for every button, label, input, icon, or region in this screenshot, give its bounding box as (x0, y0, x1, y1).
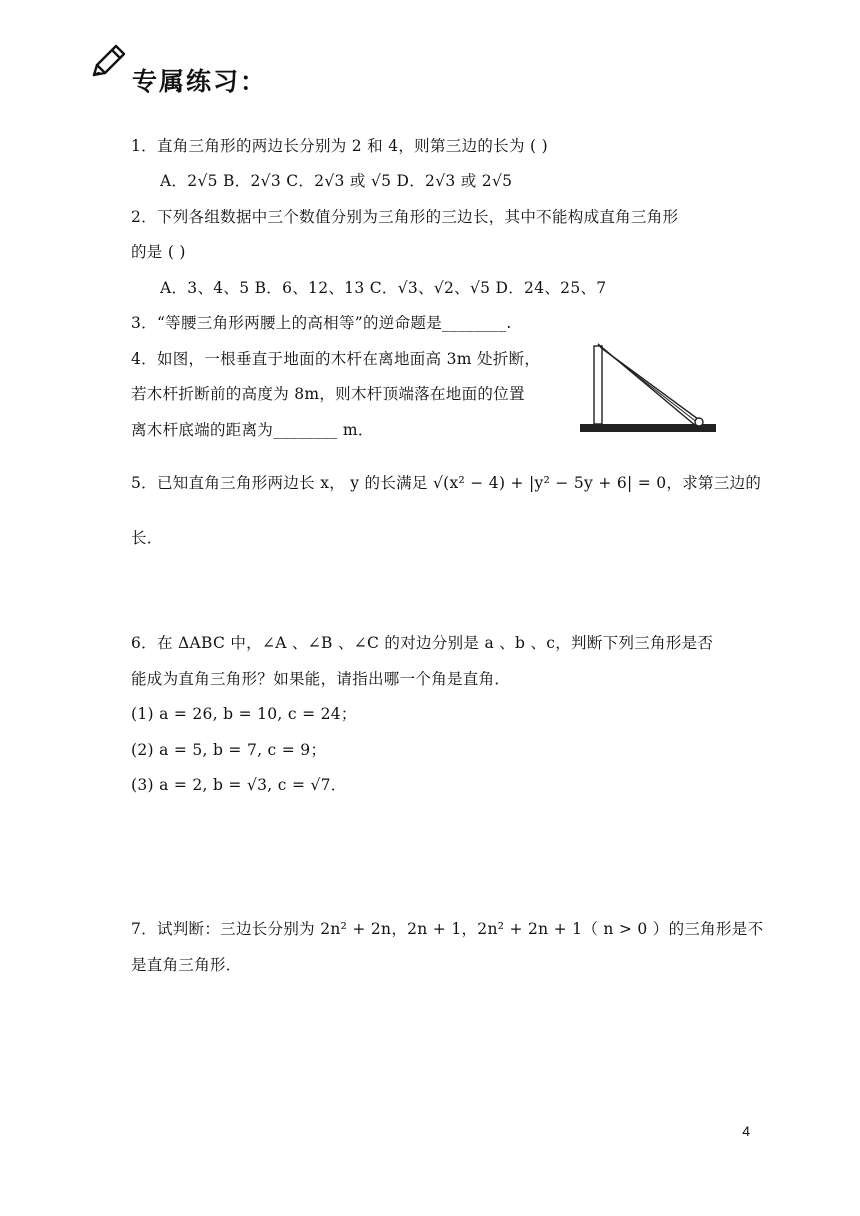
q6-item1: (1) a = 26, b = 10, c = 24； (131, 705, 357, 723)
q2-stem-line1: 2．下列各组数据中三个数值分别为三角形的三边长，其中不能构成直角三角形 (131, 208, 679, 226)
q4-line2: 若木杆折断前的高度为 8m，则木杆顶端落在地面的位置 (131, 385, 525, 403)
page-title: 专属练习： (132, 67, 268, 96)
q5-line1: 5．已知直角三角形两边长 x， y 的长满足 √(x² − 4) + |y² − 5y + 6| = 0，求第三边的 (131, 474, 762, 492)
q6-line1: 6．在 ΔABC 中，∠A 、∠B 、∠C 的对边分别是 a 、b 、c，判断下列三角形是否 (131, 634, 714, 652)
page-number: 4 (742, 1123, 750, 1139)
q7-line2: 是直角三角形． (131, 956, 242, 974)
q7-line1: 7．试判断：三边长分别为 2n² + 2n，2n + 1，2n² + 2n + 1（ n > 0 ）的三角形是不 (131, 920, 764, 938)
q4-line3: 离木杆底端的距离为________ m． (131, 421, 374, 439)
q6-item2: (2) a = 5, b = 7, c = 9； (131, 741, 327, 759)
q6-line2: 能成为直角三角形？如果能，请指出哪一个角是直角． (131, 670, 511, 688)
broken-pole-figure (578, 340, 718, 436)
q4-line1: 4．如图，一根垂直于地面的木杆在离地面高 3m 处折断， (131, 350, 541, 368)
q2-stem-line2: 的是 ( ) (131, 243, 186, 261)
q2-options: A．3、4、5 B．6、12、13 C．√3、√2、√5 D．24、25、7 (160, 279, 607, 297)
q6-item3: (3) a = 2, b = √3, c = √7． (131, 776, 347, 794)
pencil-icon (88, 42, 128, 82)
q3-stem: 3．“等腰三角形两腰上的高相等”的逆命题是________. (131, 314, 512, 332)
q1-options: A．2√5 B．2√3 C．2√3 或 √5 D．2√3 或 2√5 (160, 172, 513, 190)
q1-stem: 1．直角三角形的两边长分别为 2 和 4，则第三边的长为 ( ) (131, 137, 548, 155)
q5-line2: 长． (131, 529, 163, 547)
